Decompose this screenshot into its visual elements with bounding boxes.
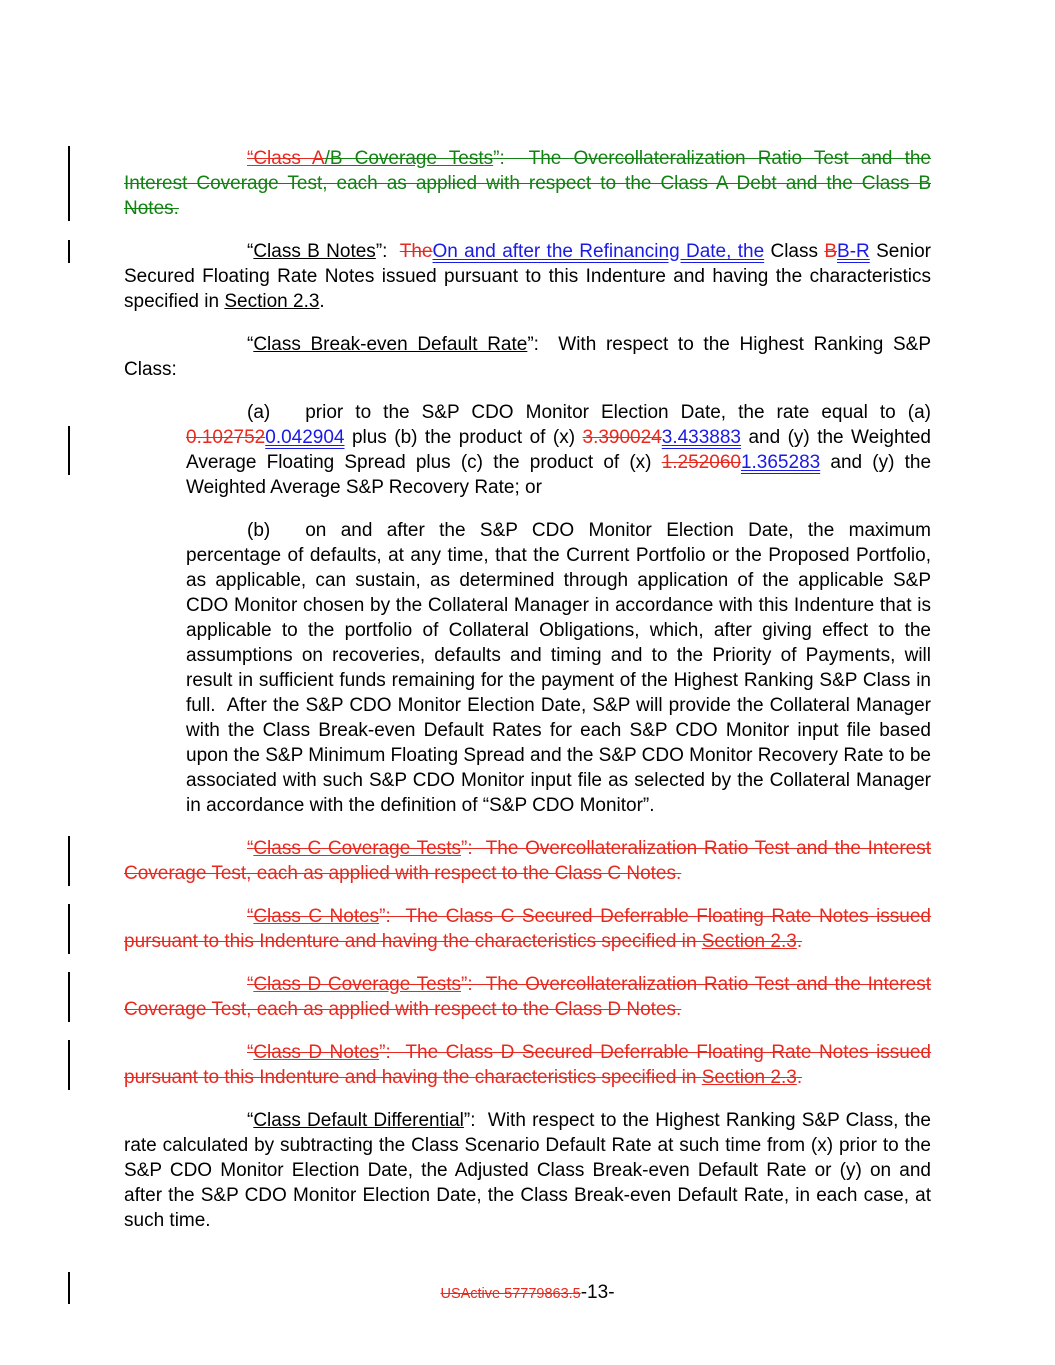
paragraph-class-d-coverage-tests-deleted [124,972,931,1022]
deleted-run: 1.252060 [661,452,741,473]
paragraph-class-c-notes-deleted [124,904,931,954]
change-bar [68,904,70,954]
document-id-deleted: USActive 57779863.5 [440,1286,581,1302]
change-bar [68,972,70,1022]
inserted-run: B-R [837,241,870,262]
document-body [124,146,931,1251]
paragraph-sub-b [186,518,931,818]
defined-term-class-break-even-default-rate: Class Break-even Default Rate [253,334,528,355]
text-run: plus (b) the product of (x) [344,427,583,448]
text-run: and (y) the Weighted Average S&P Recovery Rate; or [186,452,932,498]
deleted-run: 3.390024 [582,427,662,448]
inserted-run: 1.365283 [740,452,821,473]
text-run: on and after the S&P CDO Monitor Election Date, the maximum percentage of defaults, at any time, that the Current Portfolio or the Proposed Portfolio, as applicable, can sustain, as determined through application of the applicable S&P CDO Monitor chosen by the Collateral Manager in accordance with this Indenture that is applicable to the portfolio of Collateral Obligations, which, after giving effect to the assumptions on recoveries, defaults and timing and to the Priority of Payments, will result in sufficient funds remaining for the payment of the Highest Ranking S&P Class in full. After the S&P CDO Monitor Election Date, S&P will provide the Collateral Manager with the Class Break-even Default Rates for each S&P CDO Monitor input file based upon the S&P Minimum Floating Spread and the S&P CDO Monitor Recovery Rate to be associated with such S&P CDO Monitor input file as selected by the Collateral Manager in accordance with the definition of “S&P CDO Monitor”. [186,520,931,816]
section-reference: Section 2.3 [701,1067,797,1088]
change-bar [68,240,70,263]
deleted-run: . [796,1067,803,1088]
paragraph-class-d-notes-deleted [124,1040,931,1090]
paragraph-class-ab-coverage-tests-deleted [124,146,931,221]
paragraph-class-c-coverage-tests-deleted [124,836,931,886]
deleted-run: B [824,241,838,262]
deleted-run: ”: The Class C Secured Deferrable Floating Rate Notes issued pursuant to this Indenture and having the characteristics specified in [124,906,931,952]
inserted-run: 0.042904 [265,427,345,448]
text-run: “ [247,1110,254,1131]
page-footer [0,1282,1055,1305]
defined-term-class-c-coverage-tests: Class C Coverage Tests [253,838,462,859]
deleted-run: “ [247,838,254,859]
defined-term-class-b-notes: Class B Notes [253,241,376,262]
inserted-run: 3.433883 [661,427,741,448]
deleted-run: “ [247,906,254,927]
text-run: ”: With respect to the Highest Ranking S&P Class: [124,334,931,380]
deleted-run: “ [247,1042,254,1063]
text-run: Class [764,241,825,262]
inserted-run: On and after the Refinancing Date, the [432,241,765,262]
deleted-run: “Class A [247,148,325,169]
change-bar [68,1040,70,1090]
page-number: -13- [580,1282,615,1303]
text-run: and (y) the Weighted Average Floating Spread plus (c) the product of (x) [186,427,931,473]
deleted-run: The [399,241,433,262]
text-run: “ [247,241,254,262]
text-run: “ [247,334,254,355]
change-bar [68,836,70,886]
deleted-run: . [796,931,803,952]
text-run: . [319,291,325,312]
text-run: ”: [375,241,400,262]
list-label-b: (b) [247,520,271,541]
section-reference: Section 2.3 [701,931,797,952]
text-run: prior to the S&P CDO Monitor Election Date, the rate equal to (a) [305,402,931,423]
defined-term-class-c-notes: Class C Notes [253,906,380,927]
deleted-run: ”: The Overcollateralization Ratio Test and the Interest Coverage Test, each as applied with respect to the Class A Debt and the Class B Notes. [124,148,931,219]
defined-term-class-ab-coverage-tests: /B Coverage Tests [324,148,494,169]
paragraph-class-b-notes [124,239,931,314]
text-run: ”: With respect to the Highest Ranking S&P Class, the rate calculated by subtracting the Class Scenario Default Rate at such time from (x) prior to the S&P CDO Monitor Election Date, the Adjusted Class Break-even Default Rate or (y) on and after the S&P CDO Monitor Election Date, the Class Break-even Default Rate, in each case, at such time. [124,1110,932,1231]
deleted-run: ”: The Overcollateralization Ratio Test and the Interest Coverage Test, each as applied with respect to the Class C Notes. [124,838,931,884]
deleted-run: ”: The Class D Secured Deferrable Floating Rate Notes issued pursuant to this Indenture and having the characteristics specified in [124,1042,931,1088]
deleted-run: 0.102752 [186,427,266,448]
deleted-run: “ [247,974,254,995]
defined-term-class-default-differential: Class Default Differential [253,1110,464,1131]
defined-term-class-d-notes: Class D Notes [253,1042,380,1063]
paragraph-class-default-differential [124,1108,931,1233]
section-reference: Section 2.3 [224,291,320,312]
change-bar [68,146,70,221]
text-run: Senior Secured Floating Rate Notes issued pursuant to this Indenture and having the characteristics specified in [124,241,932,312]
paragraph-sub-a [186,400,931,500]
deleted-run: ”: The Overcollateralization Ratio Test and the Interest Coverage Test, each as applied with respect to the Class D Notes. [124,974,931,1020]
list-label-a: (a) [247,402,271,423]
change-bar [68,426,70,475]
paragraph-class-break-even-default-rate [124,332,931,382]
defined-term-class-d-coverage-tests: Class D Coverage Tests [253,974,462,995]
